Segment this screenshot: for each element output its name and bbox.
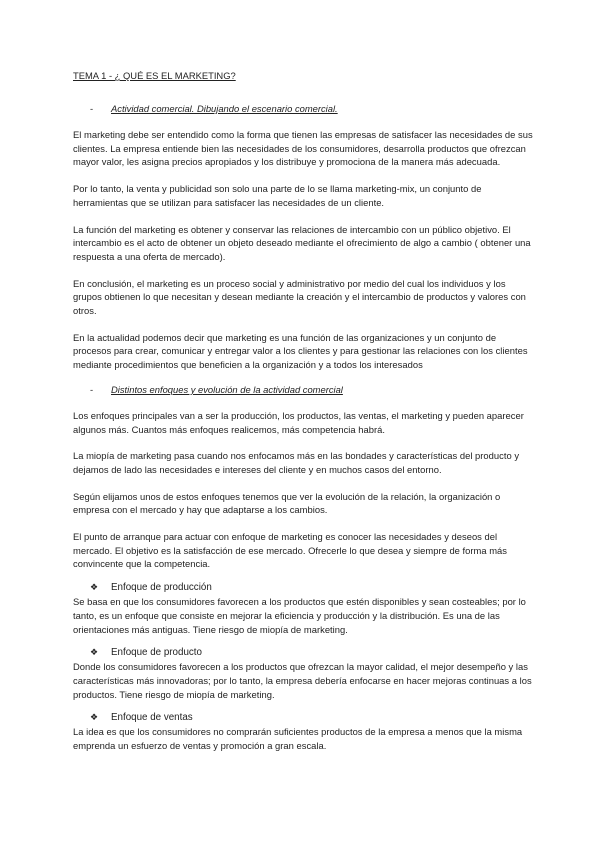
paragraph: Por lo tanto, la venta y publicidad son solo una parte de lo se llama marketing-mix, un conjunto de herramientas que se utilizan para satisfacer las necesidades de un cliente. xyxy=(73,183,482,208)
paragraph: La miopía de marketing pasa cuando nos enfocamos más en las bondades y características del producto y dejamos de lado las necesidades e intereses del cliente y en muchos casos del entorno. xyxy=(73,450,520,475)
enfoque-text: La idea es que los consumidores no comprarán suficientes productos de la empresa a menos que la misma emprenda un esfuerzo de ventas y promoción a gran escala. xyxy=(73,726,523,752)
enfoque-text: Donde los consumidores favorecen a los productos que ofrezcan la mayor calidad, el mejor desempeño y las características más innovadoras; por lo tanto, la empresa debería enfocarse en hacer mejoras continuas a los productos. Tiene riesgo de miopía de marketing. xyxy=(73,661,532,700)
diamond-bullet-icon: ❖ xyxy=(90,712,99,723)
document-title: TEMA 1 - ¿ QUÉ ES EL MARKETING? xyxy=(73,70,236,81)
diamond-bullet-icon: ❖ xyxy=(90,647,99,658)
enfoque-title: Enfoque de producto xyxy=(111,647,202,659)
dash-bullet: - xyxy=(90,103,94,114)
enfoque-heading-ventas xyxy=(73,711,535,724)
section-heading-text: Distintos enfoques y evolución de la actividad comercial xyxy=(111,383,343,395)
paragraph: Los enfoques principales van a ser la producción, los productos, las ventas, el marketing y pueden aparecer algunos más. Cuantos más enfoques realicemos, más competencia habrá. xyxy=(73,409,524,435)
section-heading-text: Actividad comercial. Dibujando el escenario comercial. xyxy=(111,103,338,114)
paragraph: En la actualidad podemos decir que marketing es una función de las organizaciones y un conjunto de procesos para crear, comunicar y entregar valor a los clientes y para gestionar las relaciones con los clientes mediante procedimientos que beneficien a la organización y a todos los interesados xyxy=(73,331,528,371)
dash-bullet: - xyxy=(90,383,94,395)
diamond-bullet-icon: ❖ xyxy=(90,582,99,593)
document-content xyxy=(73,69,535,766)
section-heading-enfoques xyxy=(73,383,535,396)
enfoque-heading-producto xyxy=(73,646,535,659)
enfoque-heading-produccion xyxy=(73,581,535,594)
enfoque-text: Se basa en que los consumidores favorecen a los productos que estén disponibles y sean costeables; por lo tanto, es un enfoque que consiste en mejorar la eficiencia y producción y la distribución. Es una de las orientaciones más antiguas. Tiene riesgo de miopía de marketing. xyxy=(73,596,526,635)
section-heading-actividad-comercial xyxy=(73,102,535,115)
paragraph: El marketing debe ser entendido como la forma que tienen las empresas de satisfacer las necesidades de sus clientes. La empresa entiende bien las necesidades de los consumidores, desarrolla productos que ofrezcan mayor valor, les asigna precios apropiados y los distribuye y promociona de la manera más adecuada. xyxy=(73,129,533,168)
enfoque-title: Enfoque de ventas xyxy=(111,712,193,724)
enfoque-title: Enfoque de producción xyxy=(111,582,212,594)
paragraph: Según elijamos unos de estos enfoques tenemos que ver la evolución de la relación, la organización o empresa con el mercado y hay que adaptarse a los cambios. xyxy=(73,490,501,516)
paragraph: La función del marketing es obtener y conservar las relaciones de intercambio con un público objetivo. El intercambio es el acto de obtener un objeto deseado mediante el ofrecimiento de algo a cambio ( obtener una respuesta a una oferta de mercado). xyxy=(73,223,531,262)
paragraph: En conclusión, el marketing es un proceso social y administrativo por medio del cual los individuos y los grupos obtienen lo que necesitan y desean mediante la creación y el intercambio de productos y valores con otros. xyxy=(73,277,526,317)
paragraph: El punto de arranque para actuar con enfoque de marketing es conocer las necesidades y deseos del mercado. El objetivo es la satisfacción de ese mercado. Ofrecerle lo que desea y siempre de forma más convincente que la competencia. xyxy=(73,531,507,570)
